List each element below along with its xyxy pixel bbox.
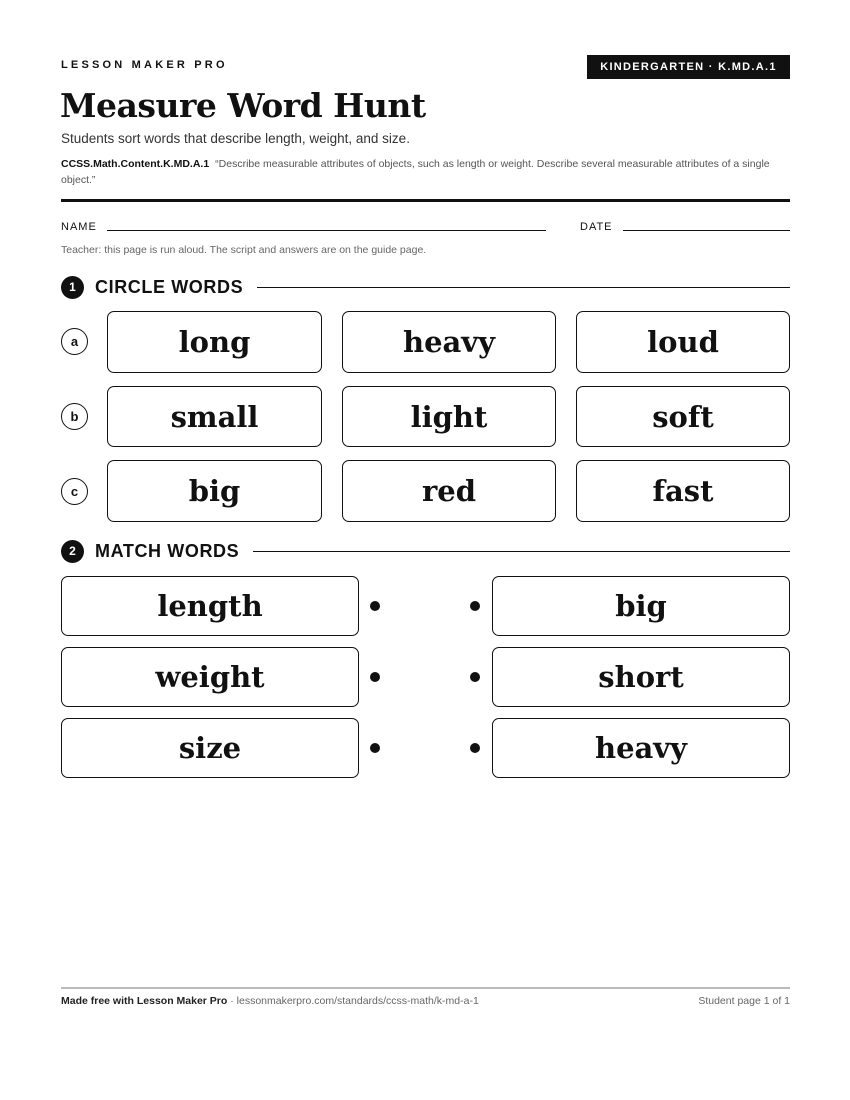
worksheet-subtitle: Students sort words that describe length, weight, and size.: [61, 131, 410, 146]
row-label-b: b: [61, 403, 88, 430]
date-field[interactable]: [623, 230, 790, 231]
section-match-words-header: [61, 539, 790, 563]
section-divider: [253, 551, 790, 552]
section-title: MATCH WORDS: [95, 540, 240, 561]
match-left-dot[interactable]: [370, 672, 380, 682]
teacher-note: Teacher: this page is run aloud. The script and answers are on the guide page.: [61, 244, 427, 256]
section-title: CIRCLE WORDS: [95, 276, 244, 297]
grade-standard-badge: KINDERGARTEN · K.MD.A.1: [587, 55, 790, 79]
match-left-dot[interactable]: [370, 743, 380, 753]
brand-name: LESSON MAKER PRO: [61, 59, 228, 71]
footer-made-by: Made free with Lesson Maker Pro: [61, 995, 228, 1007]
section-circle-words-header: [61, 275, 790, 299]
name-field[interactable]: [107, 230, 546, 231]
footer-url[interactable]: · lessonmakerpro.com/standards/ccss-math/k-md-a-1: [227, 995, 479, 1007]
circle-word-box[interactable]: soft: [576, 386, 790, 447]
circle-word-box[interactable]: heavy: [342, 311, 556, 373]
circle-word-box[interactable]: big: [107, 460, 322, 522]
section-number-badge: 2: [61, 540, 84, 563]
circle-word-box[interactable]: long: [107, 311, 322, 373]
date-label: DATE: [580, 221, 613, 233]
circle-word-box[interactable]: fast: [576, 460, 790, 522]
section-number-badge: 1: [61, 276, 84, 299]
standard-text: “Describe measurable attributes of objects, such as length or weight. Describe several measurable attributes of a single object.”: [61, 158, 770, 186]
footer-page-number: Student page 1 of 1: [698, 995, 790, 1007]
worksheet-title: Measure Word Hunt: [60, 86, 426, 125]
circle-word-box[interactable]: loud: [576, 311, 790, 373]
match-left-box[interactable]: length: [61, 576, 359, 636]
match-left-box[interactable]: weight: [61, 647, 359, 707]
circle-word-box[interactable]: red: [342, 460, 556, 522]
footer-credit: [61, 995, 479, 1007]
match-right-box[interactable]: big: [492, 576, 790, 636]
circle-word-box[interactable]: light: [342, 386, 556, 447]
header-divider: [61, 199, 790, 202]
section-divider: [257, 287, 790, 288]
match-right-dot[interactable]: [470, 601, 480, 611]
match-left-box[interactable]: size: [61, 718, 359, 778]
standard-code: CCSS.Math.Content.K.MD.A.1: [61, 158, 210, 170]
circle-word-box[interactable]: small: [107, 386, 322, 447]
match-right-box[interactable]: heavy: [492, 718, 790, 778]
standard-description: [61, 156, 791, 188]
name-label: NAME: [61, 221, 97, 233]
match-left-dot[interactable]: [370, 601, 380, 611]
footer-divider: [61, 987, 790, 989]
match-right-dot[interactable]: [470, 743, 480, 753]
row-label-a: a: [61, 328, 88, 355]
match-right-box[interactable]: short: [492, 647, 790, 707]
row-label-c: c: [61, 478, 88, 505]
match-right-dot[interactable]: [470, 672, 480, 682]
